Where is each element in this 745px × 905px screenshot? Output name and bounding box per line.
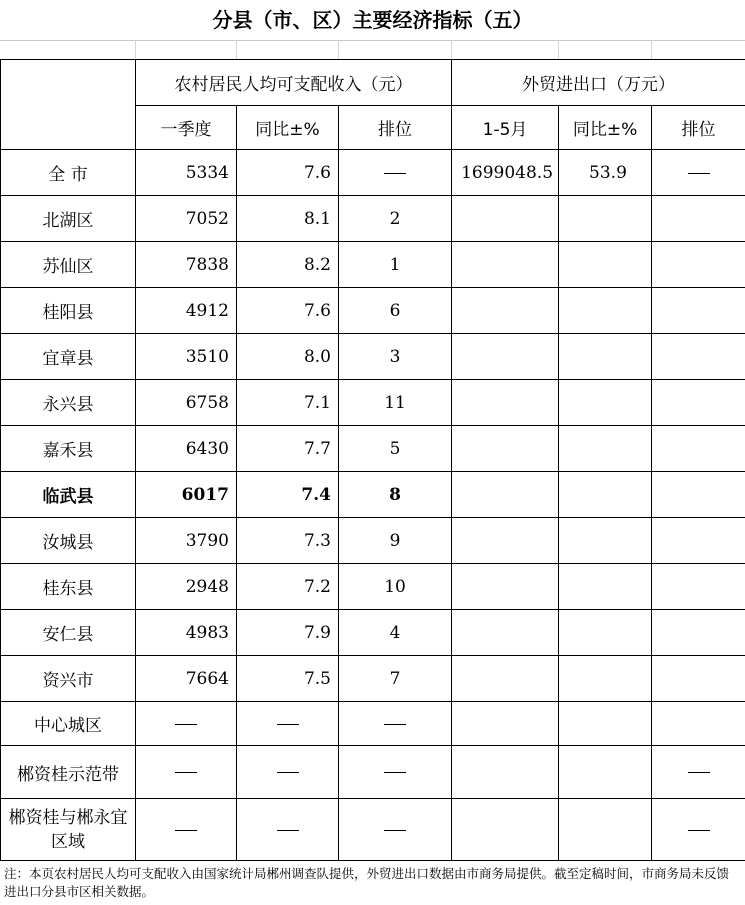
footnote: 注：本页农村居民人均可支配收入由国家统计局郴州调查队提供，外贸进出口数据由市商务局提供。截至定稿时间，市商务局未反馈进出口分县市区相关数据。	[0, 860, 745, 905]
trade-yoy-cell	[559, 242, 652, 288]
trade-rank-cell	[652, 196, 745, 242]
region-name-cell: 全 市	[1, 150, 136, 196]
income-rank-cell	[339, 702, 452, 746]
income-value-cell: 6758	[136, 380, 237, 426]
table-row	[1, 746, 745, 799]
dash-mark	[688, 830, 710, 831]
table-row	[1, 426, 745, 472]
dash-mark	[277, 724, 299, 725]
trade-value-cell	[452, 242, 559, 288]
income-value-header: 一季度	[136, 106, 237, 150]
trade-rank-cell	[652, 799, 745, 861]
income-rank-cell: 2	[339, 196, 452, 242]
table-row	[1, 518, 745, 564]
income-yoy-cell: 7.3	[237, 518, 339, 564]
trade-rank-cell	[652, 288, 745, 334]
trade-yoy-cell: 53.9	[559, 150, 652, 196]
dash-mark	[384, 173, 406, 174]
table-row	[1, 196, 745, 242]
region-name-cell: 桂东县	[1, 564, 136, 610]
region-header-cell	[1, 60, 136, 150]
table-row	[1, 799, 745, 861]
trade-value-cell: 1699048.5	[452, 150, 559, 196]
income-rank-cell: 1	[339, 242, 452, 288]
dash-mark	[384, 724, 406, 725]
income-yoy-cell: 7.7	[237, 426, 339, 472]
table-row	[1, 702, 745, 746]
dash-mark	[384, 772, 406, 773]
trade-value-cell	[452, 472, 559, 518]
income-rank-cell: 3	[339, 334, 452, 380]
income-value-cell: 4912	[136, 288, 237, 334]
income-yoy-cell: 7.5	[237, 656, 339, 702]
trade-yoy-cell	[559, 799, 652, 861]
trade-yoy-cell	[559, 380, 652, 426]
table-row	[1, 150, 745, 196]
income-rank-cell: 4	[339, 610, 452, 656]
region-name-cell: 郴资桂与郴永宜区域	[1, 799, 136, 861]
region-name-cell: 北湖区	[1, 196, 136, 242]
trade-value-cell	[452, 656, 559, 702]
dash-mark	[384, 830, 406, 831]
income-value-cell	[136, 746, 237, 799]
income-value-cell: 4983	[136, 610, 237, 656]
trade-value-cell	[452, 518, 559, 564]
table-row	[1, 564, 745, 610]
economic-indicators-table	[0, 59, 745, 861]
income-yoy-cell	[237, 702, 339, 746]
income-yoy-cell: 7.1	[237, 380, 339, 426]
income-value-cell: 3510	[136, 334, 237, 380]
dash-mark	[277, 772, 299, 773]
income-yoy-cell: 7.6	[237, 150, 339, 196]
trade-rank-cell	[652, 610, 745, 656]
income-rank-cell: 5	[339, 426, 452, 472]
trade-rank-cell	[652, 564, 745, 610]
table-row	[1, 334, 745, 380]
income-rank-header: 排位	[339, 106, 452, 150]
trade-group-header: 外贸进出口（万元）	[452, 60, 745, 106]
income-rank-cell	[339, 150, 452, 196]
trade-value-cell	[452, 702, 559, 746]
dash-mark	[175, 772, 197, 773]
region-name-cell: 苏仙区	[1, 242, 136, 288]
income-rank-cell: 8	[339, 472, 452, 518]
region-name-cell: 中心城区	[1, 702, 136, 746]
income-yoy-cell: 7.2	[237, 564, 339, 610]
trade-yoy-cell	[559, 472, 652, 518]
trade-value-cell	[452, 426, 559, 472]
income-value-cell: 7052	[136, 196, 237, 242]
trade-value-cell	[452, 380, 559, 426]
trade-yoy-cell	[559, 746, 652, 799]
trade-yoy-cell	[559, 564, 652, 610]
trade-rank-header: 排位	[652, 106, 745, 150]
income-rank-cell: 10	[339, 564, 452, 610]
trade-rank-cell	[652, 150, 745, 196]
region-name-cell: 汝城县	[1, 518, 136, 564]
income-value-cell: 7664	[136, 656, 237, 702]
trade-value-cell	[452, 564, 559, 610]
table-row	[1, 380, 745, 426]
income-rank-cell: 7	[339, 656, 452, 702]
table-row	[1, 472, 745, 518]
trade-yoy-cell	[559, 334, 652, 380]
income-yoy-cell: 8.2	[237, 242, 339, 288]
trade-yoy-cell	[559, 610, 652, 656]
income-value-cell	[136, 702, 237, 746]
trade-rank-cell	[652, 656, 745, 702]
income-yoy-cell: 7.6	[237, 288, 339, 334]
table-title: 分县（市、区）主要经济指标（五）	[0, 0, 745, 41]
income-value-cell: 2948	[136, 564, 237, 610]
table-row	[1, 610, 745, 656]
dash-mark	[688, 173, 710, 174]
region-name-cell: 嘉禾县	[1, 426, 136, 472]
header-spacer-row	[0, 40, 745, 59]
trade-yoy-cell	[559, 426, 652, 472]
dash-mark	[688, 772, 710, 773]
trade-value-cell	[452, 610, 559, 656]
region-name-cell: 临武县	[1, 472, 136, 518]
trade-yoy-cell	[559, 656, 652, 702]
income-rank-cell	[339, 799, 452, 861]
trade-rank-cell	[652, 334, 745, 380]
income-rank-cell: 6	[339, 288, 452, 334]
trade-yoy-cell	[559, 702, 652, 746]
trade-rank-cell	[652, 518, 745, 564]
income-value-cell: 7838	[136, 242, 237, 288]
income-value-cell: 5334	[136, 150, 237, 196]
income-value-cell: 6430	[136, 426, 237, 472]
trade-rank-cell	[652, 426, 745, 472]
trade-value-cell	[452, 799, 559, 861]
region-name-cell: 永兴县	[1, 380, 136, 426]
income-yoy-cell: 7.9	[237, 610, 339, 656]
trade-rank-cell	[652, 702, 745, 746]
trade-value-cell	[452, 196, 559, 242]
region-name-cell: 安仁县	[1, 610, 136, 656]
income-yoy-cell	[237, 799, 339, 861]
trade-yoy-cell	[559, 196, 652, 242]
trade-yoy-header: 同比±%	[559, 106, 652, 150]
trade-rank-cell	[652, 380, 745, 426]
income-yoy-header: 同比±%	[237, 106, 339, 150]
dash-mark	[175, 724, 197, 725]
dash-mark	[175, 830, 197, 831]
trade-value-cell	[452, 746, 559, 799]
region-name-cell: 郴资桂示范带	[1, 746, 136, 799]
table-row	[1, 656, 745, 702]
income-value-cell: 6017	[136, 472, 237, 518]
trade-rank-cell	[652, 242, 745, 288]
table-row	[1, 288, 745, 334]
income-yoy-cell	[237, 746, 339, 799]
income-yoy-cell: 7.4	[237, 472, 339, 518]
trade-rank-cell	[652, 746, 745, 799]
region-name-cell: 宜章县	[1, 334, 136, 380]
trade-rank-cell	[652, 472, 745, 518]
dash-mark	[277, 830, 299, 831]
trade-yoy-cell	[559, 288, 652, 334]
region-name-cell: 资兴市	[1, 656, 136, 702]
income-yoy-cell: 8.0	[237, 334, 339, 380]
income-rank-cell: 9	[339, 518, 452, 564]
region-name-cell: 桂阳县	[1, 288, 136, 334]
income-rank-cell: 11	[339, 380, 452, 426]
trade-yoy-cell	[559, 518, 652, 564]
income-group-header: 农村居民人均可支配收入（元）	[136, 60, 452, 106]
income-value-cell	[136, 799, 237, 861]
trade-value-cell	[452, 334, 559, 380]
table-row	[1, 242, 745, 288]
income-rank-cell	[339, 746, 452, 799]
trade-value-cell	[452, 288, 559, 334]
trade-value-header: 1-5月	[452, 106, 559, 150]
income-yoy-cell: 8.1	[237, 196, 339, 242]
income-value-cell: 3790	[136, 518, 237, 564]
